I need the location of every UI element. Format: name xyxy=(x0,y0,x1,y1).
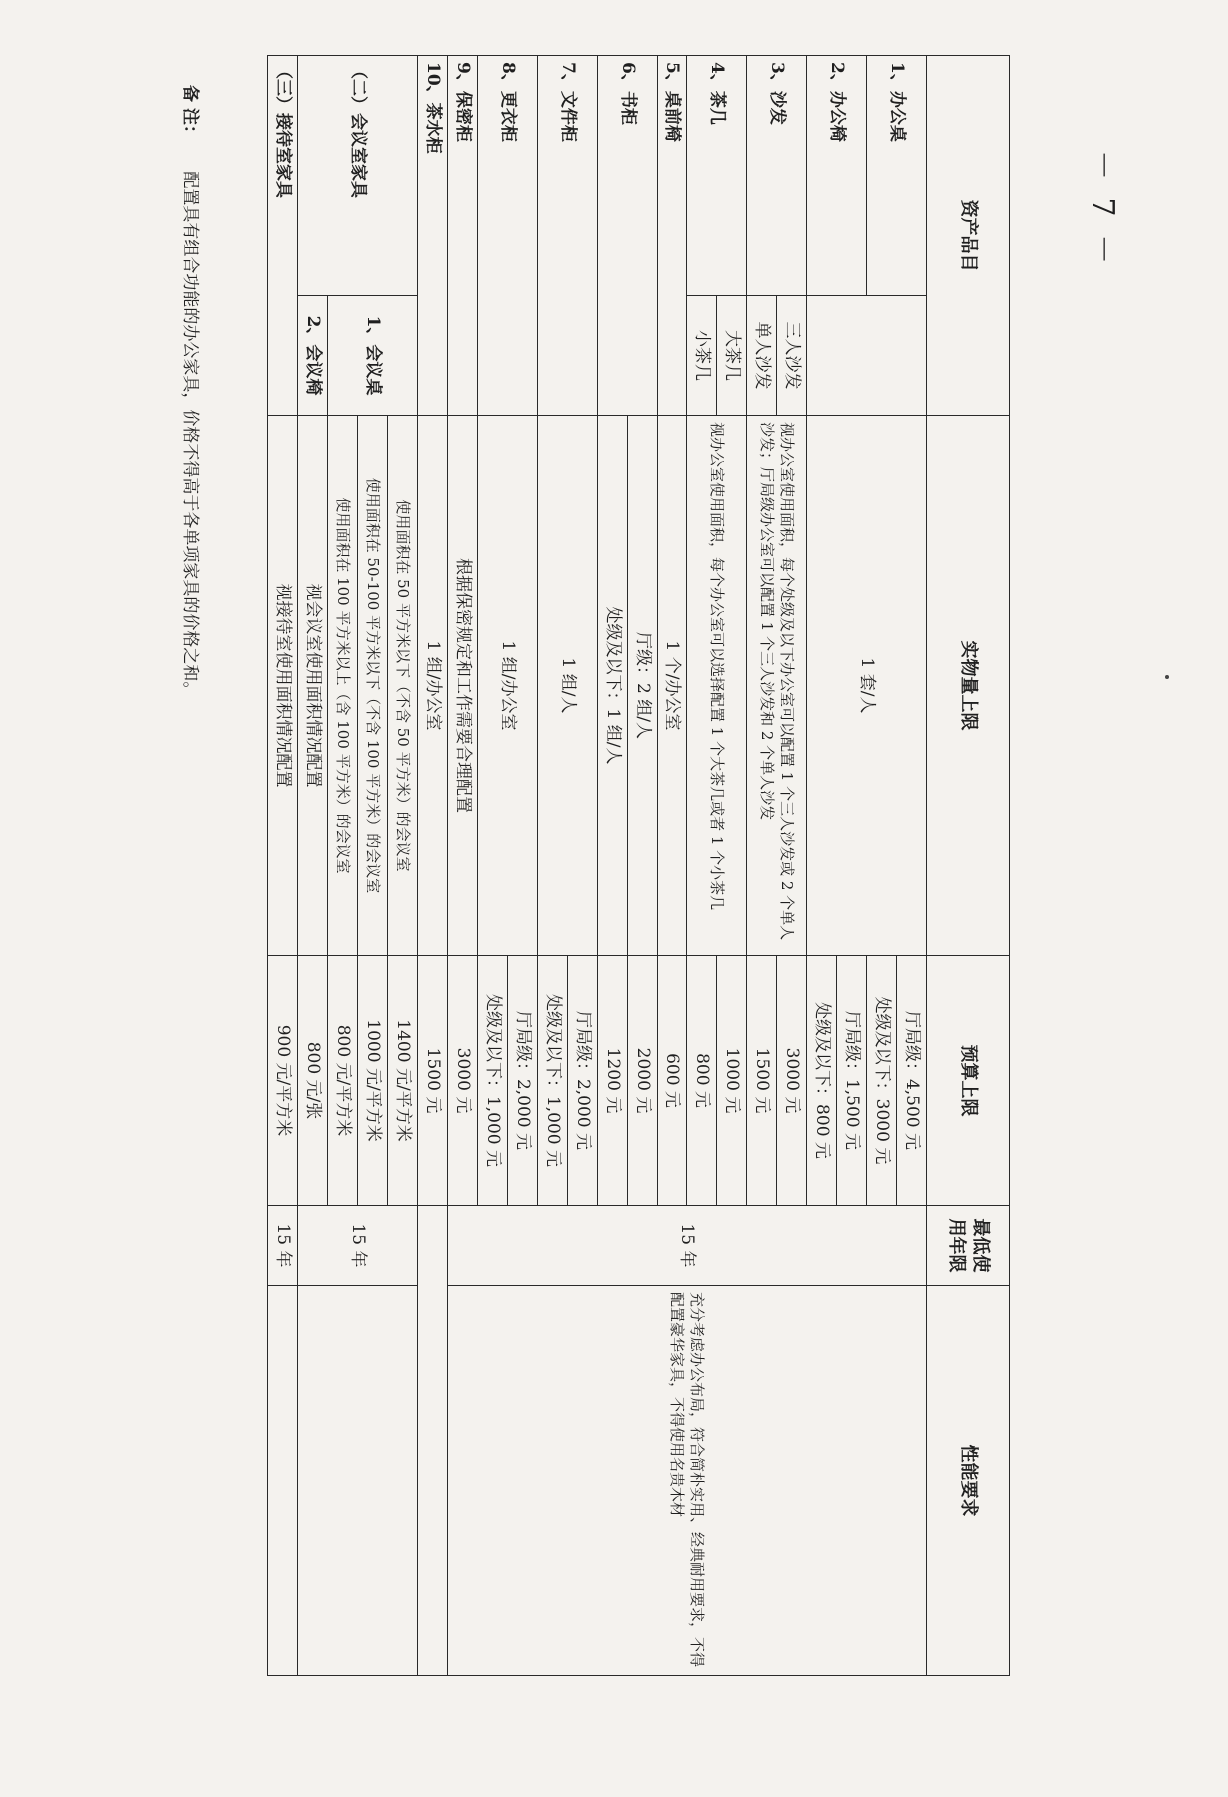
meeting-qty-2: 使用面积在 50-100 平方米以下（不含 100 平方米）的会议室 xyxy=(358,416,388,956)
meeting-qty-4: 视会议室使用面积情况配置 xyxy=(298,416,328,956)
bookcase-budget-1: 2000 元 xyxy=(627,956,657,1206)
wardrobe-budget-2: 处级及以下：1,000 元 xyxy=(477,956,507,1206)
meeting-chair-name: 2、会议椅 xyxy=(298,296,328,416)
header-budget: 预算上限 xyxy=(927,956,1010,1206)
rotated-table-sheet xyxy=(95,55,1010,1675)
tea-table-qty: 视办公室使用面积，每个办公室可以选择配置 1 个大茶几或者 1 个小茶几 xyxy=(687,416,747,956)
sofa-sub-1: 三人沙发 xyxy=(777,296,807,416)
desk-name: 1、办公桌 xyxy=(867,56,927,296)
sofa-sub-2: 单人沙发 xyxy=(747,296,777,416)
wardrobe-qty: 1 组/办公室 xyxy=(477,416,537,956)
reception-budget: 900 元/平方米 xyxy=(268,956,298,1206)
meeting-qty-3: 使用面积在 100 平方米以上（含 100 平方米）的会议室 xyxy=(328,416,358,956)
file-cabinet-qty: 1 组/人 xyxy=(537,416,597,956)
table-row xyxy=(268,56,298,1676)
file-cabinet-budget-2: 处级及以下：1,000 元 xyxy=(537,956,567,1206)
water-cabinet-budget: 1500 元 xyxy=(418,956,448,1206)
meeting-budget-2: 1000 元/平方米 xyxy=(358,956,388,1206)
sofa-budget-1: 3000 元 xyxy=(777,956,807,1206)
table-row xyxy=(897,56,927,1676)
chair-budget-2: 处级及以下：800 元 xyxy=(807,956,837,1206)
performance-text: 充分考虑办公布局，符合简朴实用、经典耐用要求，不得配置豪华家具，不得使用名贵木材 xyxy=(448,1286,927,1676)
meeting-group: （二）会议室家具 xyxy=(298,56,418,296)
ink-speck xyxy=(1165,675,1169,679)
bookcase-budget-2: 1200 元 xyxy=(597,956,627,1206)
chair-budget-1: 厅局级：1,500 元 xyxy=(837,956,867,1206)
page-number: － 7 － xyxy=(1085,150,1120,269)
header-quantity: 实物量上限 xyxy=(927,416,1010,956)
meeting-qty-1: 使用面积在 50 平方米以下（不含 50 平方米）的会议室 xyxy=(388,416,418,956)
table-row xyxy=(418,56,448,1676)
header-years: 最低使用年限 xyxy=(927,1206,1010,1286)
sofa-budget-2: 1500 元 xyxy=(747,956,777,1206)
water-cabinet-name: 10、茶水柜 xyxy=(418,56,448,416)
side-chair-budget: 600 元 xyxy=(657,956,687,1206)
water-cabinet-qty: 1 组/办公室 xyxy=(418,416,448,956)
desk-budget-2: 处级及以下：3000 元 xyxy=(867,956,897,1206)
safe-budget: 3000 元 xyxy=(448,956,478,1206)
desk-budget-1: 厅局级：4,500 元 xyxy=(897,956,927,1206)
bookcase-name: 6、书柜 xyxy=(597,56,657,416)
wardrobe-name: 8、更衣柜 xyxy=(477,56,537,416)
meeting-budget-1: 1400 元/平方米 xyxy=(388,956,418,1206)
file-cabinet-budget-1: 厅局级：2,000 元 xyxy=(567,956,597,1206)
side-chair-name: 5、桌前椅 xyxy=(657,56,687,416)
table-row xyxy=(388,56,418,1676)
sofa-qty: 视办公室使用面积，每个处级及以下办公室可以配置 1 个三人沙发或 2 个单人沙发；厅局级办公室可以配置 1 个三人沙发和 2 个单人沙发 xyxy=(747,416,807,956)
tea-table-sub-1: 大茶几 xyxy=(717,296,747,416)
tea-table-name: 4、茶几 xyxy=(687,56,747,296)
bookcase-qty-2: 处级及以下：1 组/人 xyxy=(597,416,627,956)
meeting-years: 15 年 xyxy=(298,1206,418,1286)
side-chair-qty: 1 个/办公室 xyxy=(657,416,687,956)
chair-name: 2、办公椅 xyxy=(807,56,867,296)
tea-table-sub-2: 小茶几 xyxy=(687,296,717,416)
wardrobe-budget-1: 厅局级：2,000 元 xyxy=(507,956,537,1206)
meeting-budget-3: 800 元/平方米 xyxy=(328,956,358,1206)
sofa-name: 3、沙发 xyxy=(747,56,807,296)
safe-qty: 根据保密规定和工作需要合理配置 xyxy=(448,416,478,956)
office-years: 15 年 xyxy=(448,1206,927,1286)
reception-years: 15 年 xyxy=(268,1206,298,1286)
header-item: 资产品目 xyxy=(927,56,1010,416)
tea-table-budget-2: 800 元 xyxy=(687,956,717,1206)
desk-qty: 1 套/人 xyxy=(807,416,927,956)
meeting-table-name: 1、会议桌 xyxy=(328,296,418,416)
furniture-grid xyxy=(267,55,1010,1676)
table-note xyxy=(180,85,205,1645)
safe-name: 9、保密柜 xyxy=(448,56,478,416)
meeting-budget-4: 800 元/张 xyxy=(298,956,328,1206)
tea-table-budget-1: 1000 元 xyxy=(717,956,747,1206)
note-text: 配置具有组合功能的办公家具，价格不得高于各单项家具的价格之和。 xyxy=(180,171,200,699)
file-cabinet-name: 7、文件柜 xyxy=(537,56,597,416)
note-label: 备 注： xyxy=(180,85,200,142)
reception-group: （三）接待室家具 xyxy=(268,56,298,416)
reception-qty: 视接待室使用面积情况配置 xyxy=(268,416,298,956)
header-performance: 性能要求 xyxy=(927,1286,1010,1676)
header-row xyxy=(927,56,1010,1676)
bookcase-qty-1: 厅级：2 组/人 xyxy=(627,416,657,956)
